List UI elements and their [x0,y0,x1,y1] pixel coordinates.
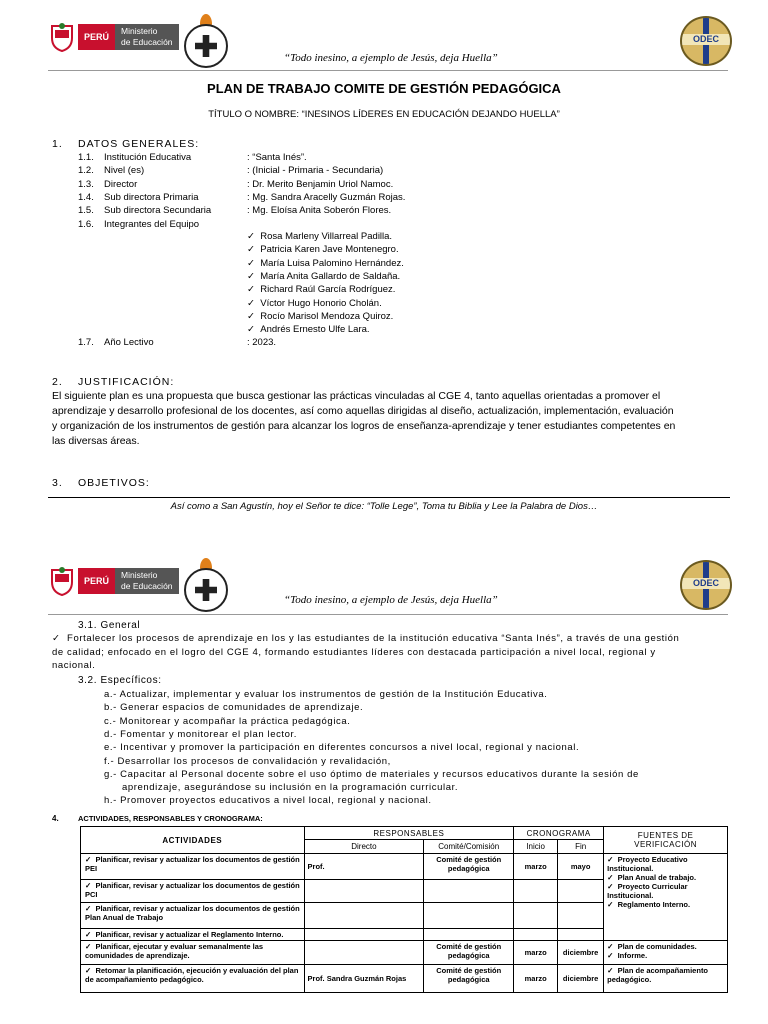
directo-cell [304,903,424,929]
table-row [81,965,728,993]
section-4-number: 4. [52,814,59,823]
directo-cell: Prof. [304,854,424,880]
section-1-heading: DATOS GENERALES: [78,138,200,150]
team-member: ✓ Richard Raúl García Rodríguez. [247,284,395,295]
comite-cell: Comité de gestión pedagógica [424,854,514,880]
datos-item-value: : (Inicial - Primaria - Secundaria) [247,165,384,177]
document-subtitle: TÍTULO O NOMBRE: “INESINOS LÍDERES EN EDUCACIÓN DEJANDO HUELLA” [208,109,560,120]
datos-item-num: 1.4. [78,191,94,203]
section-1-number: 1. [52,138,63,150]
inicio-cell [514,903,558,929]
table-row [81,854,728,880]
team-member: ✓ Andrés Ernesto Ulfe Lara. [247,324,370,335]
inicio-cell: marzo [514,854,558,880]
directo-cell [304,880,424,903]
minedu-logo [48,22,179,52]
header-fin: Fin [558,840,604,854]
datos-item-value: : Dr. Merito Benjamin Uriol Namoc. [247,178,394,190]
fuentes-cell [604,854,728,941]
datos-item-value: : Mg. Eloísa Anita Soberón Flores. [247,205,392,217]
activity-cell: ✓ Planificar, revisar y actualizar los documentos de gestión Plan Anual de Trabajo [81,903,305,929]
datos-item-label: Director [104,178,138,190]
comite-cell: Comité de gestión pedagógica [424,941,514,965]
page-header [0,14,768,74]
datos-item-label: Sub directora Secundaria [104,205,212,217]
peru-label: PERÚ [78,24,115,50]
team-member: ✓ Patricia Karen Jave Montenegro. [247,244,399,255]
general-label: 3.1. General [78,620,141,631]
activities-table [80,826,728,993]
team-member: ✓ Víctor Hugo Honorio Cholán. [247,298,382,309]
activity-cell: ✓ Planificar, ejecutar y evaluar semanalmente las comunidades de aprendizaje. [81,941,305,965]
fuente-item: ✓ Plan Anual de trabajo. [607,873,724,882]
peru-shield-icon [48,566,76,596]
fuente-item: ✓ Informe. [607,951,724,960]
minedu-logo-2 [48,566,179,596]
section-2-heading: JUSTIFICACIÓN: [78,376,175,388]
footer-rule [48,497,730,498]
activity-cell: ✓ Planificar, revisar y actualizar los documentos de gestión PEI [81,854,305,880]
header-fuentes: FUENTES DE VERIFICACIÓN [604,827,728,854]
page-header-2 [0,558,768,618]
footer-quote: Así como a San Agustín, hoy el Señor te dice: “Tolle Lege”, Toma tu Biblia y Lee la Palabra de Dios… [170,501,598,512]
check-icon: ✓ [52,633,68,644]
objective-item: a.- Actualizar, implementar y evaluar los instrumentos de gestión de la Institución Educativa. [104,689,548,700]
team-member: ✓ María Luisa Palomino Hernández. [247,258,404,269]
fuente-item: ✓ Reglamento Interno. [607,900,724,909]
header-rule-2 [48,614,728,615]
datos-item-num: 1.5. [78,205,94,217]
team-member: ✓ Rosa Marleny Villarreal Padilla. [247,231,392,242]
school-seal-icon [184,568,228,612]
fuente-item: ✓ Plan de comunidades. [607,942,724,951]
datos-item-num: 1.6. [78,218,94,230]
fuentes-cell [604,965,728,993]
fuentes-cell [604,941,728,965]
motto: “Todo inesino, a ejemplo de Jesús, deja Huella” [284,594,498,606]
comite-cell [424,929,514,941]
especificos-label: 3.2. Específicos: [78,675,162,686]
table-row [81,941,728,965]
year-value: : 2023. [247,337,277,348]
inicio-cell: marzo [514,965,558,993]
section-3-number: 3. [52,477,63,489]
fin-cell [558,903,604,929]
objective-item: c.- Monitorear y acompañar la práctica pedagógica. [104,715,351,727]
directo-cell: Prof. Sandra Guzmán Rojas [304,965,424,993]
header-inicio: Inicio [514,840,558,854]
header-directo: Directo [304,840,424,854]
ministry-label: Ministerio de Educación [115,24,179,50]
inicio-cell [514,880,558,903]
fin-cell: diciembre [558,941,604,965]
objective-item: b.- Generar espacios de comunidades de aprendizaje. [104,702,364,714]
ministry-label: Ministerio de Educación [115,568,179,594]
objective-item: g.- Capacitar al Personal docente sobre el uso óptimo de materiales y recursos educativos durante la sesión de [104,768,639,780]
activity-cell: ✓ Retomar la planificación, ejecución y evaluación del plan de acompañamiento pedagógico. [81,965,305,993]
inicio-cell: marzo [514,941,558,965]
header-cronograma: CRONOGRAMA [514,827,604,840]
motto: “Todo inesino, a ejemplo de Jesús, deja Huella” [284,52,498,64]
justificacion-text: El siguiente plan es una propuesta que busca gestionar las prácticas vinculadas al CGE 4, tanto aquellas orientadas a promover el aprendizaje y desarrollo profesional de los docentes, así como aquellas dirigidas al diseño, actualización, implementación, evaluación y organización de los instrumentos de gestión para alcanzar los logros de enseñanza-aprendizaje y tener estudiantes competentes en las diversas áreas. [52,390,676,447]
year-num: 1.7. [78,337,94,348]
datos-item-label: Integrantes del Equipo [104,218,200,230]
general-text: ✓ Fortalecer los procesos de aprendizaje en los y las estudiantes de la institución educativa “Santa Inés”, a través de una gestión de calidad; enfocado en el logro del CGE 4, formando estudiantes líderes con destacada participación a nivel local, regional y nacional. [52,633,680,671]
datos-item-label: Institución Educativa [104,152,192,163]
comite-cell: Comité de gestión pedagógica [424,965,514,993]
header-rule [48,70,728,71]
objective-item: e.- Incentivar y promover la participación en diferentes concursos a nivel local, regional y nacional. [104,742,580,754]
datos-item-label: Sub directora Primaria [104,191,199,203]
fuente-item: ✓ Proyecto Curricular Institucional. [607,882,724,900]
year-label: Año Lectivo [104,337,154,348]
odec-logo: ODEC [680,560,732,610]
datos-item-num: 1.1. [78,152,94,163]
header-comite: Comité/Comisión [424,840,514,854]
datos-item-num: 1.2. [78,165,94,177]
header-responsables: RESPONSABLES [304,827,514,840]
fin-cell: mayo [558,854,604,880]
objective-item: d.- Fomentar y monitorear el plan lector. [104,728,298,740]
directo-cell [304,941,424,965]
datos-item-value: : “Santa Inés”. [247,152,307,163]
datos-item-num: 1.3. [78,178,94,190]
fin-cell [558,929,604,941]
activity-cell: ✓ Planificar, revisar y actualizar el Reglamento Interno. [81,929,305,941]
header-actividades: ACTIVIDADES [81,827,305,854]
section-2-number: 2. [52,376,63,388]
fin-cell [558,880,604,903]
inicio-cell [514,929,558,941]
fin-cell: diciembre [558,965,604,993]
objective-item: h.- Promover proyectos educativos a nivel local, regional y nacional. [104,795,432,807]
section-4-heading: ACTIVIDADES, RESPONSABLES Y CRONOGRAMA: [78,814,263,823]
section-3-heading: OBJETIVOS: [78,477,150,489]
comite-cell [424,903,514,929]
comite-cell [424,880,514,903]
document-title: PLAN DE TRABAJO COMITE DE GESTIÓN PEDAGÓGICA [207,81,561,96]
datos-item-label: Nivel (es) [104,165,145,177]
objective-item: f.- Desarrollar los procesos de convalidación y revalidación, [104,755,391,767]
odec-logo: ODEC [680,16,732,66]
directo-cell [304,929,424,941]
peru-label: PERÚ [78,568,115,594]
fuente-item: ✓ Plan de acompañamiento pedagógico. [607,966,724,984]
school-seal-icon [184,24,228,68]
objective-item: aprendizaje, asegurándose su inclusión en la programación curricular. [122,782,459,794]
fuente-item: ✓ Proyecto Educativo Institucional. [607,855,724,873]
team-member: ✓ Rocío Marisol Mendoza Quiroz. [247,311,393,322]
datos-item-value: : Mg. Sandra Aracelly Guzmán Rojas. [247,191,406,203]
activity-cell: ✓ Planificar, revisar y actualizar los documentos de gestión PCI [81,880,305,903]
team-member: ✓ María Anita Gallardo de Saldaña. [247,271,400,282]
peru-shield-icon [48,22,76,52]
